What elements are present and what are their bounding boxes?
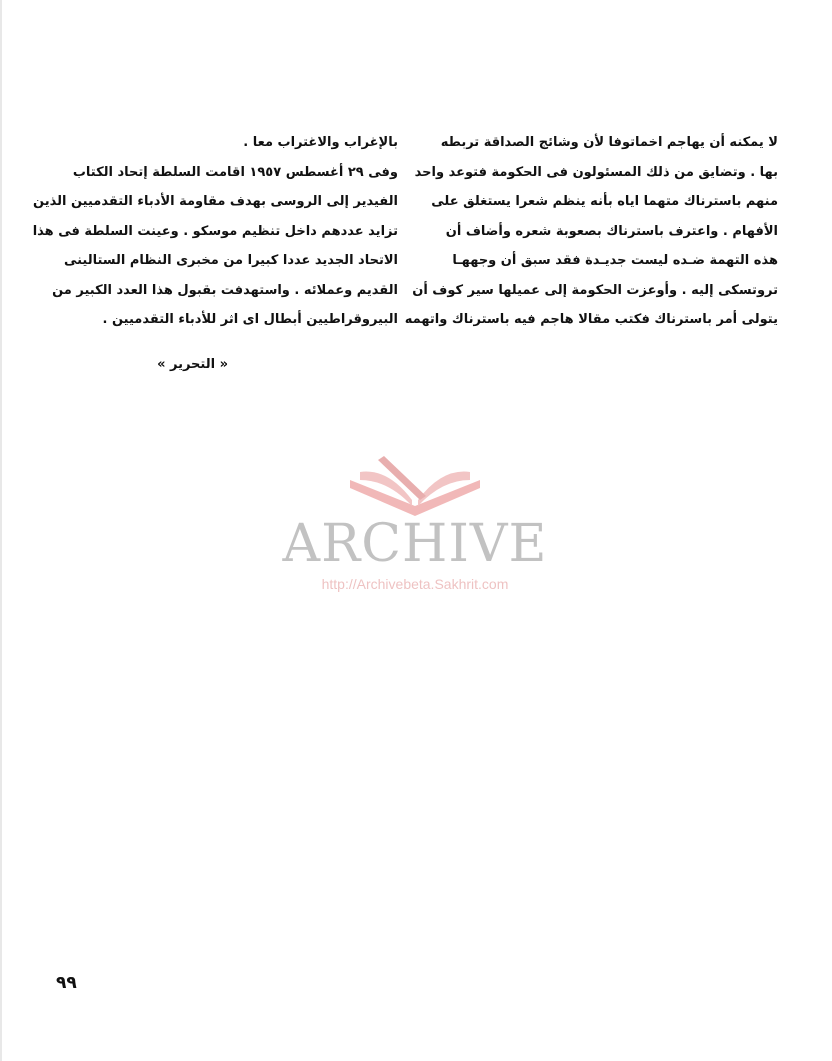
- text-line: تزايد عددهم داخل تنظيم موسكو . وعينت السلطة فى هذا: [32, 223, 398, 239]
- text-line: يتولى أمر باسترناك فكتب مقالا هاجم فيه باسترناك واتهمه: [404, 312, 778, 327]
- text-line: الأفهام . واعترف باسترناك بصعوبة شعره وأضاف أن: [445, 223, 778, 239]
- text-line: تروتسكى إليه . وأوعزت الحكومة إلى عميلها سير كوف أن: [412, 282, 778, 298]
- text-line: الفيدير إلى الروسى بهدف مقاومة الأدباء التقدميين الذين: [33, 194, 398, 209]
- text-line: القديم وعملائه . واستهدفت بقبول هذا العدد الكبير من: [52, 282, 398, 298]
- watermark-url[interactable]: http://Archivebeta.Sakhrit.com: [321, 576, 509, 592]
- page-number: ٩٩: [56, 973, 77, 993]
- text-line: البيروقراطيين أبطال اى اثر للأدباء التقدميين .: [102, 312, 398, 327]
- text-line: لا يمكنه أن يهاجم اخماتوفا لأن وشائج الصداقة تربطه: [440, 135, 778, 150]
- text-line: وفى ٢٩ أغسطس ١٩٥٧ اقامت السلطة إتحاد الكتاب: [72, 164, 398, 180]
- watermark-title: ARCHIVE: [282, 514, 548, 574]
- page-edge: [0, 0, 2, 1061]
- archive-watermark: [270, 450, 560, 600]
- text-line: بها . وتضايق من ذلك المسئولون فى الحكومة فتوعد واحد: [414, 164, 778, 180]
- open-book-icon: [340, 450, 490, 520]
- article-column-right: [404, 128, 778, 335]
- text-line: الاتحاد الجديد عددا كبيرا من مخبرى النظام الستالينى: [63, 253, 398, 268]
- article-signature: « التحرير »: [157, 357, 228, 372]
- text-line: بالإغراب والاغتراب معا .: [243, 135, 398, 150]
- article-column-left: [32, 128, 398, 335]
- text-line: منهم باسترناك متهما اياه بأنه ينظم شعرا يستغلق على: [431, 194, 778, 209]
- text-line: هذه التهمة ضـده ليست جديـدة فقد سبق أن وجههـا: [452, 253, 778, 268]
